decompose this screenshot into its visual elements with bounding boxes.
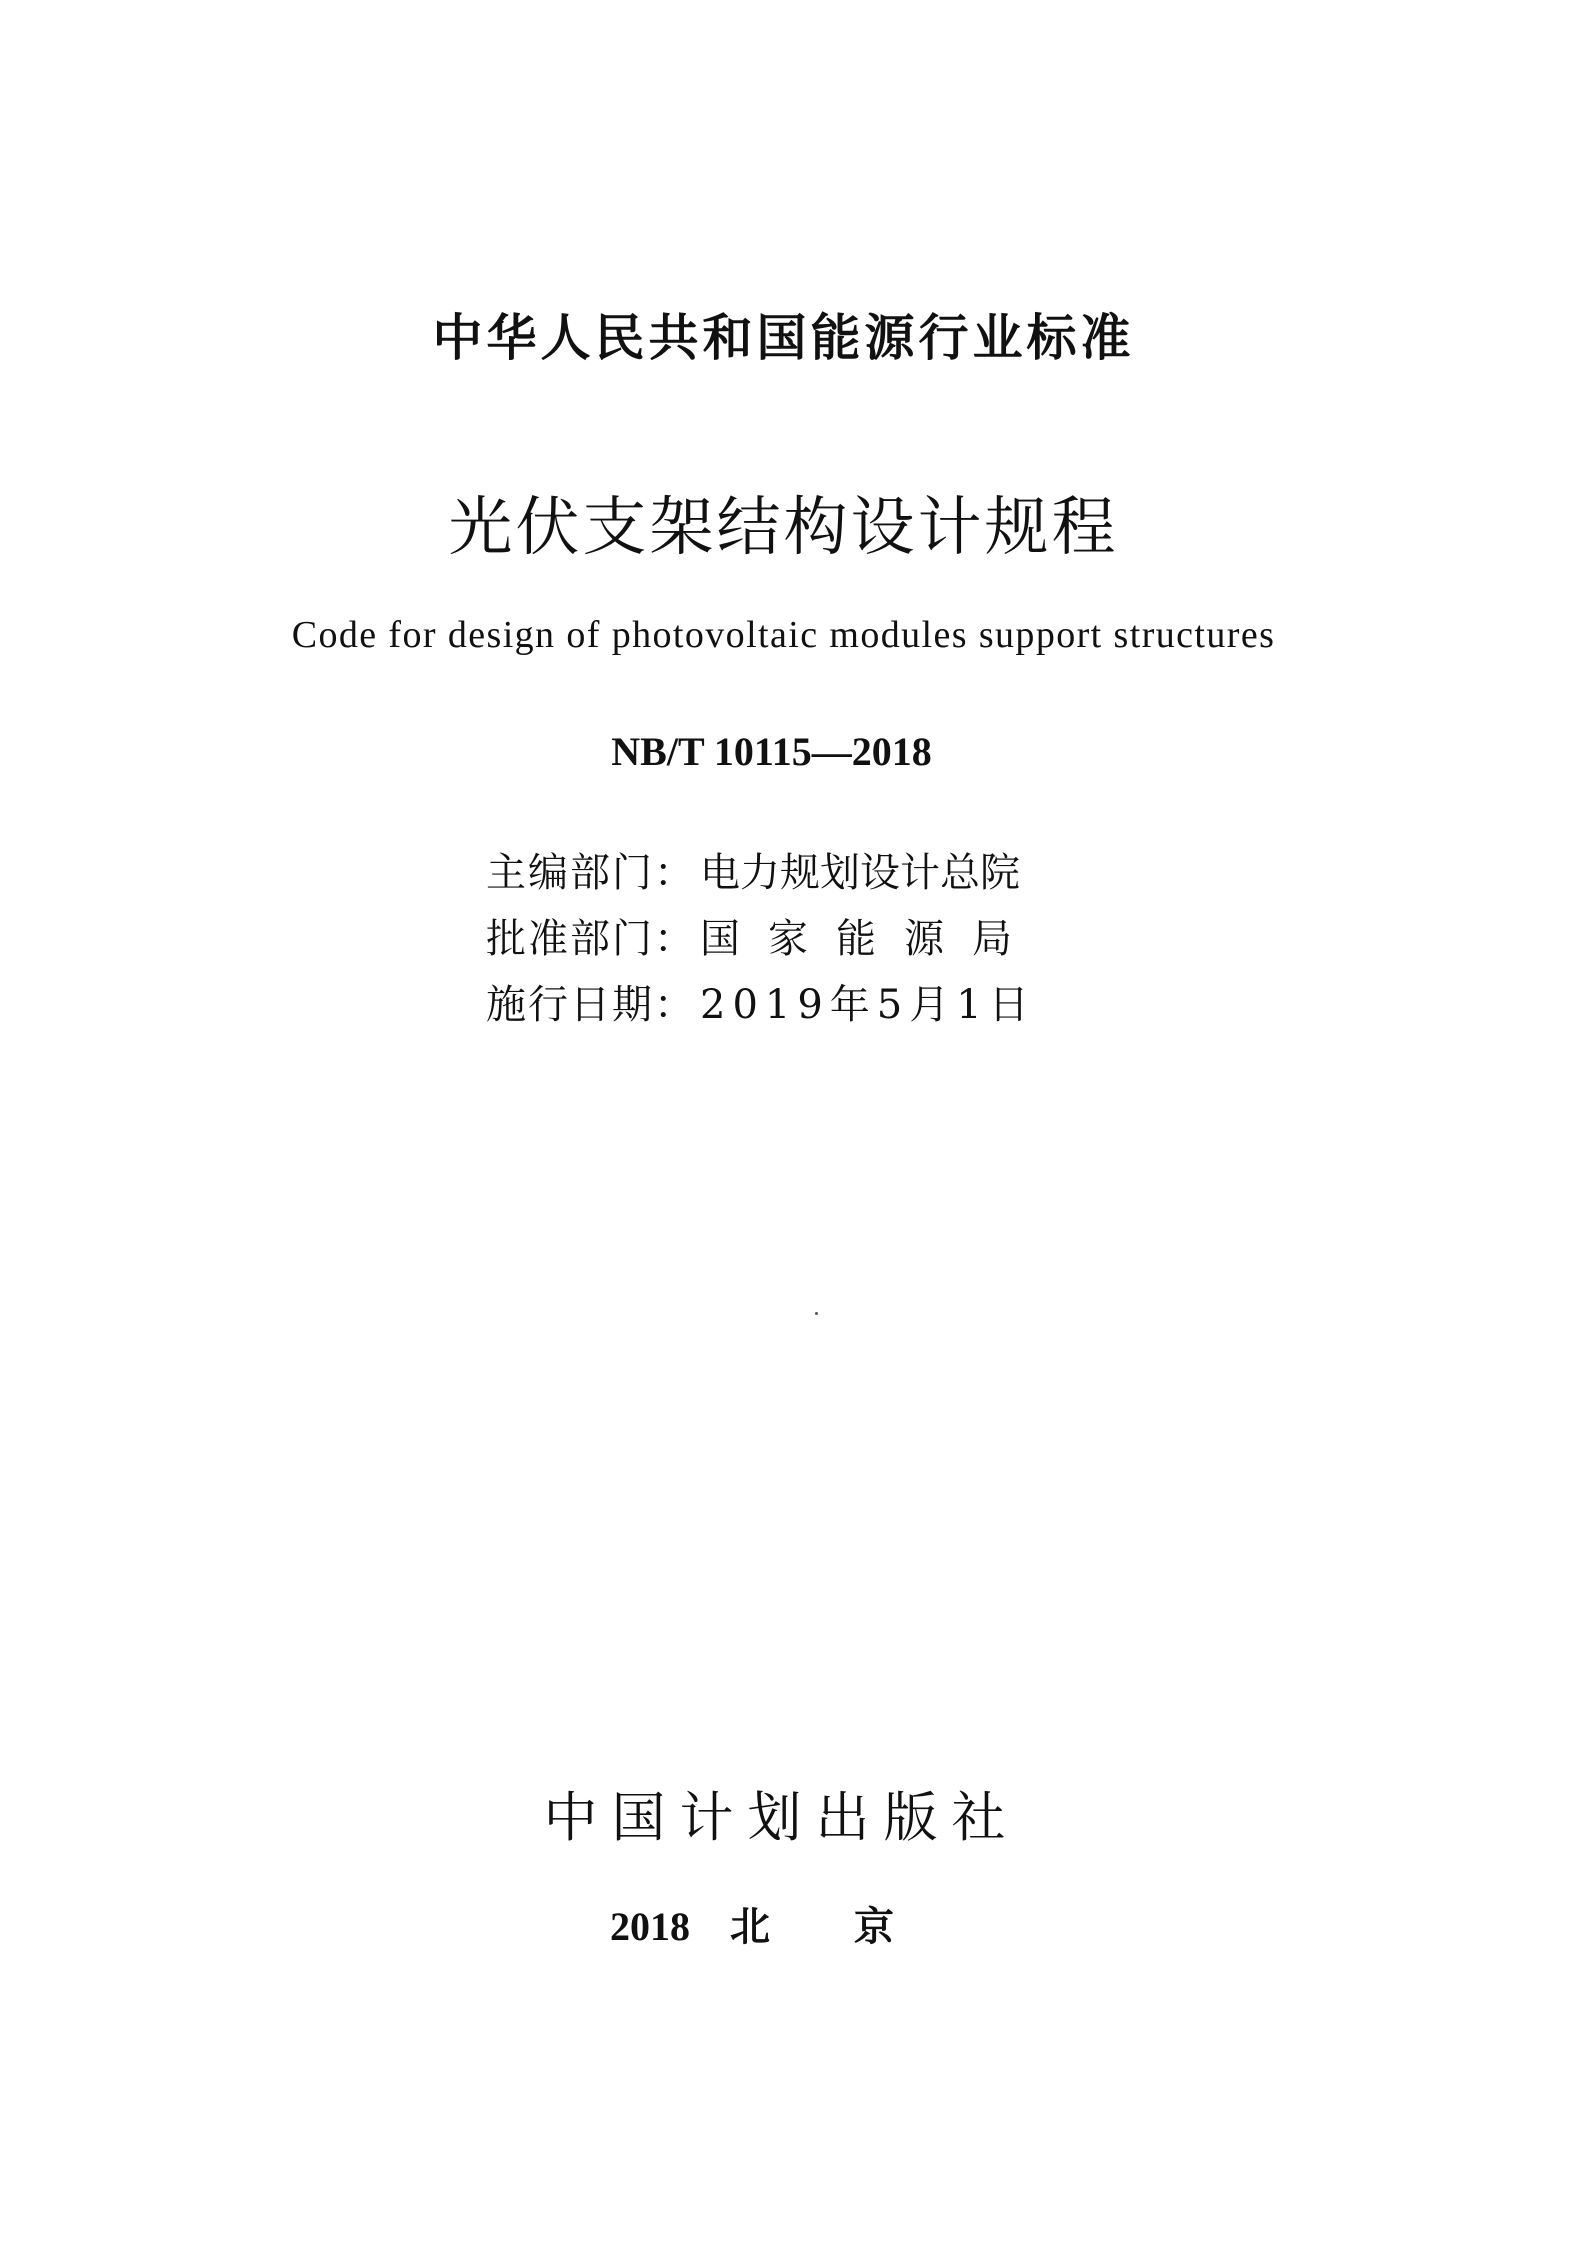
effective-date-row xyxy=(486,972,1040,1038)
scan-speck xyxy=(815,1312,818,1315)
chief-editor-separator: ： xyxy=(654,850,694,896)
publication-city: 北京 xyxy=(730,1904,978,1949)
publisher-name: 中国计划出版社 xyxy=(543,1786,1020,1849)
approver-value: 国家能源局 xyxy=(700,916,1040,962)
chief-editor-label: 主编部门 xyxy=(486,850,654,896)
effective-date-value: 2019年5月1日 xyxy=(700,982,1036,1028)
standard-category-heading: 中华人民共和国能源行业标准 xyxy=(432,309,1135,367)
approver-separator: ： xyxy=(654,916,694,962)
document-title-english: Code for design of photovoltaic modules support structures xyxy=(291,614,1276,656)
effective-date-separator: ： xyxy=(654,982,694,1028)
publication-line xyxy=(610,1895,978,1952)
approver-row xyxy=(486,906,1040,972)
publication-year: 2018 xyxy=(610,1904,690,1949)
standard-code: NB/T 10115—2018 xyxy=(611,729,932,774)
chief-editor-row xyxy=(486,840,1040,906)
approver-label: 批准部门 xyxy=(486,916,654,962)
document-title-chinese: 光伏支架结构设计规程 xyxy=(448,491,1119,565)
issuance-info xyxy=(486,840,1040,1038)
chief-editor-value: 电力规划设计总院 xyxy=(700,850,1020,896)
effective-date-label: 施行日期 xyxy=(486,982,654,1028)
